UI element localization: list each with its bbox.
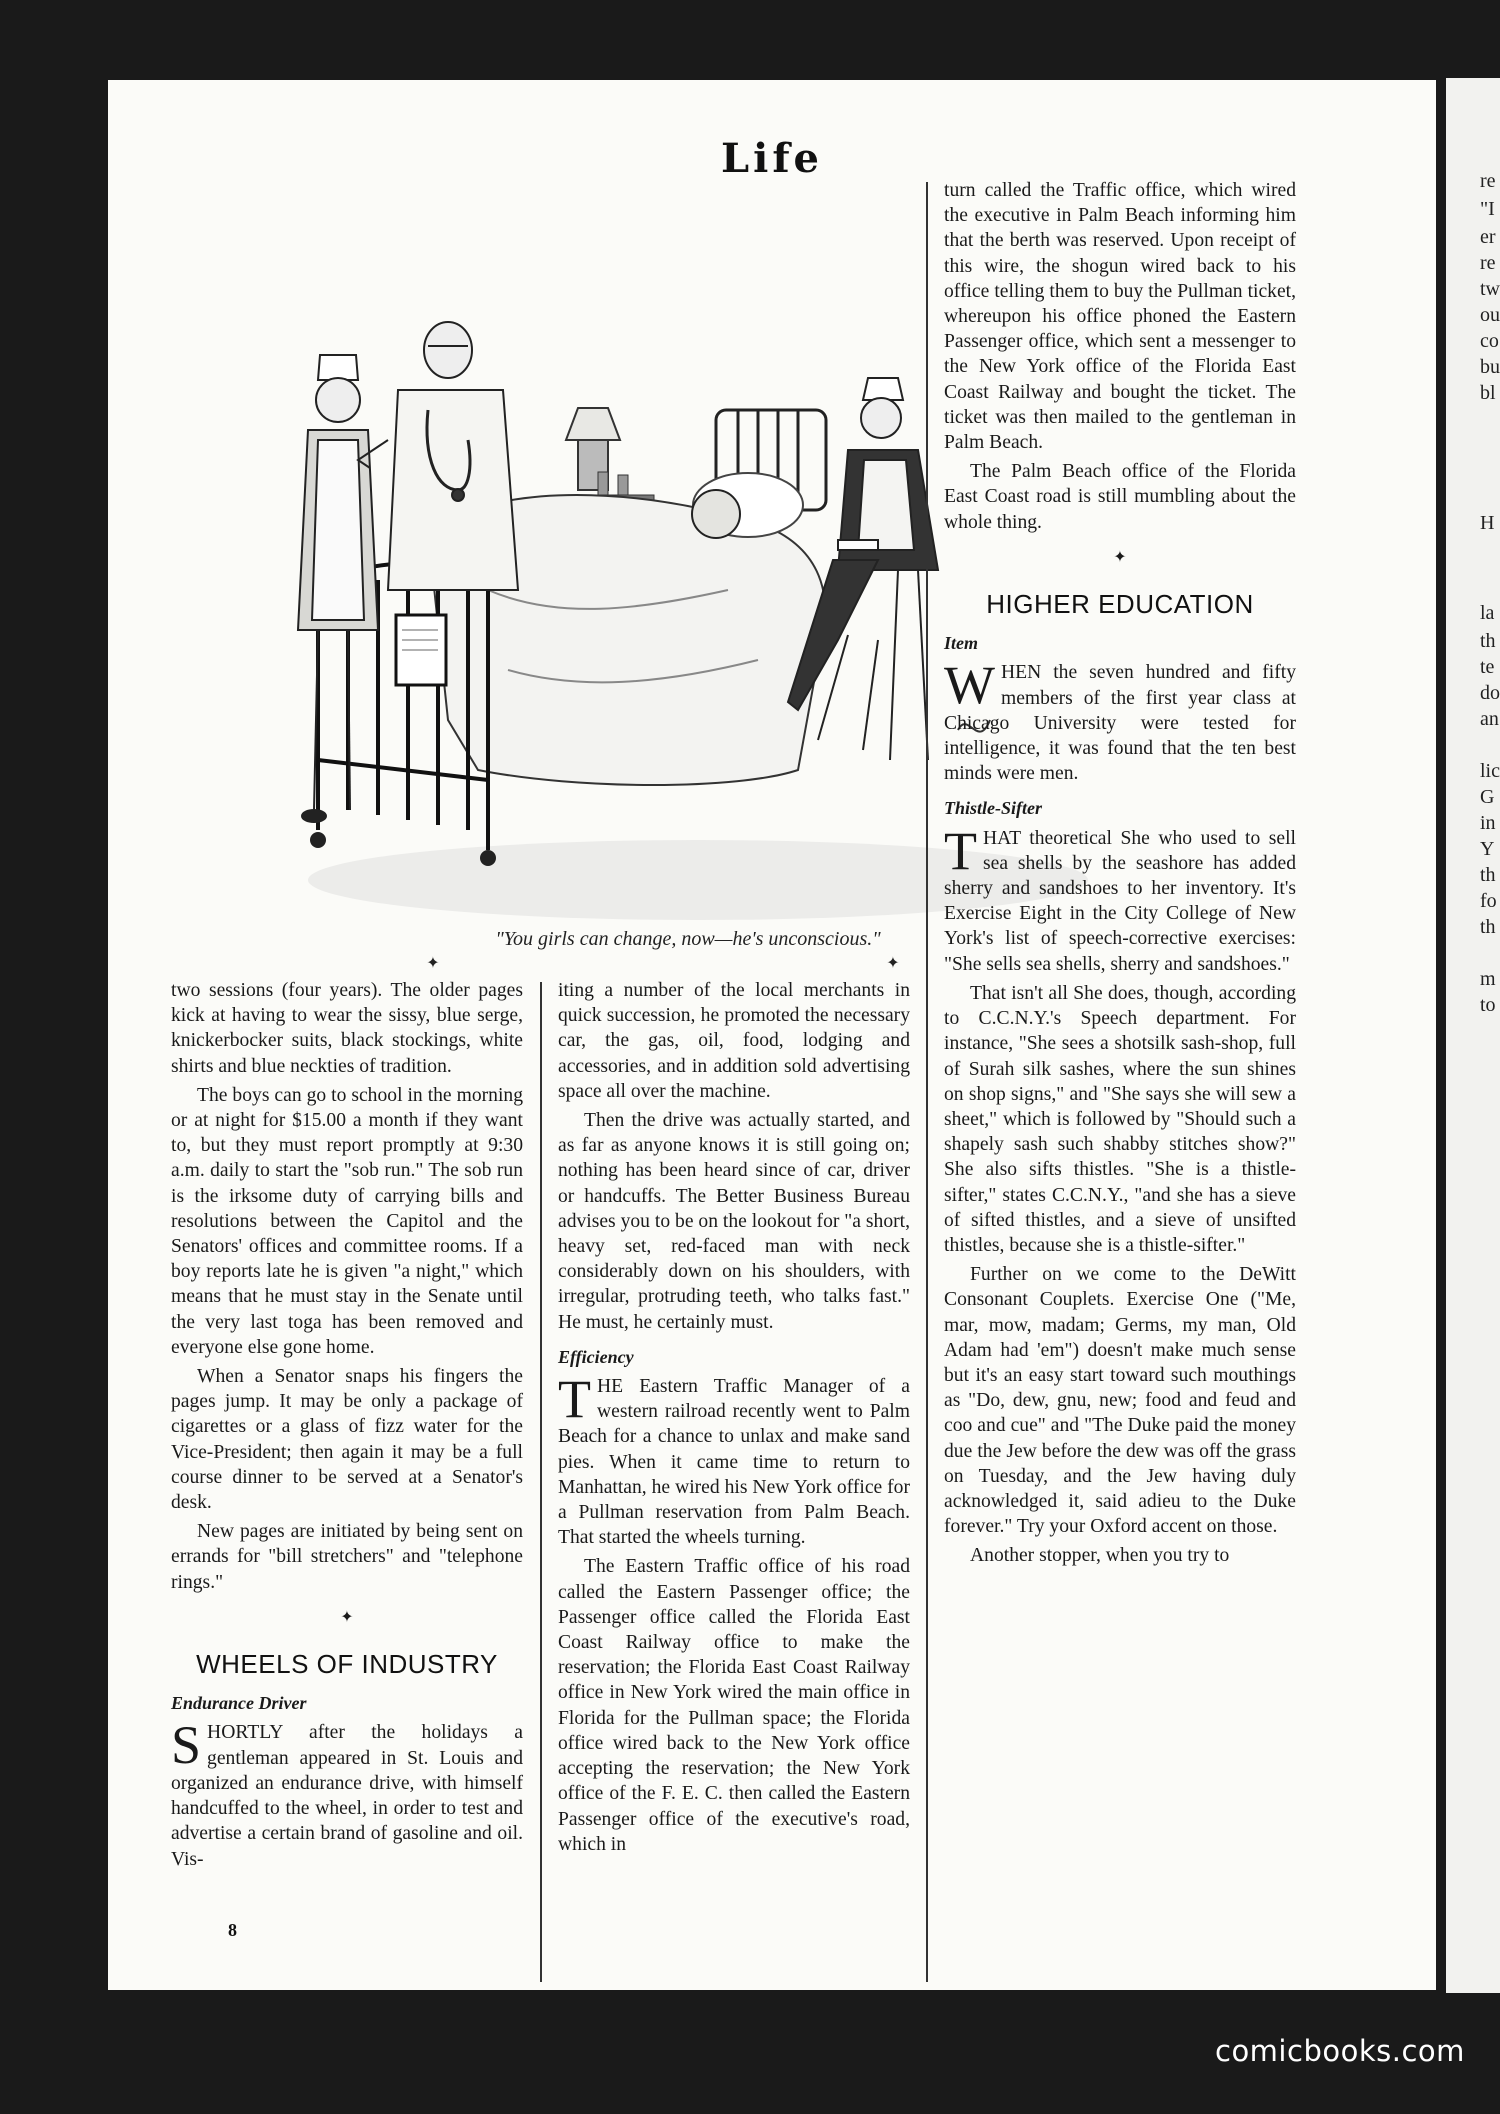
ornament-left: ✦ — [426, 955, 440, 972]
adjacent-page-text-fragment: an — [1480, 708, 1499, 730]
drop-cap: S — [171, 1715, 202, 1776]
drop-cap: T — [558, 1369, 591, 1430]
cartoon-caption: "You girls can change, now—he's unconscious." — [495, 928, 881, 950]
adjacent-page-text-fragment: re — [1480, 252, 1496, 274]
adjacent-page-text-fragment: ou — [1480, 304, 1500, 326]
ornament: ✦ — [1113, 548, 1127, 566]
adjacent-page-text-fragment: te — [1480, 656, 1495, 678]
paragraph: The Palm Beach office of the Florida East Coast road is still mumbling about the whole thing. — [944, 461, 1296, 533]
adjacent-page-edge — [1446, 78, 1500, 1993]
ornament: ✦ — [340, 1608, 354, 1626]
subheading: Endurance Driver — [171, 1693, 307, 1714]
column-rule — [540, 982, 542, 1982]
adjacent-page-text-fragment: bu — [1480, 356, 1500, 378]
paragraph: The Eastern Traffic office of his road called the Eastern Passenger office; the Passenger office called the Florida East Coast Railway office to make the reservation; the Florida East Coast Railway office in New York wired the main office in Florida for the Pullman space; the Florida office wired back to the New York office accepting the reservation; the New York office of the F. E. C. then called the Eastern Passenger office of the executive's road, which in — [558, 1556, 910, 1855]
lead-text: HORTLY after the holidays a gentleman appeared in St. Louis and organized an endurance drive, with himself handcuffed to the wheel, in order to test and advertise a certain brand of gasoline and oil. Vis- — [171, 1722, 523, 1870]
subheading: Thistle-Sifter — [944, 798, 1042, 819]
adjacent-page-text-fragment: tw — [1480, 278, 1500, 300]
adjacent-page-text-fragment: do — [1480, 682, 1500, 704]
adjacent-page-text-fragment: in — [1480, 812, 1496, 834]
paragraph: The boys can go to school in the morning or at night for $15.00 a month if they want to, but they must report promptly at 9:30 a.m. daily to start the "sob run." The sob run is the irksome duty of carrying bills and resolutions between the Capitol and the Senators' offices and committee rooms. If a boy reports late he is given "a night," which means that he must stay in the Senate until the very last toga has been removed and everyone else gone home. — [171, 1084, 523, 1358]
masthead: Life — [721, 135, 823, 182]
adjacent-page-text-fragment: m — [1480, 968, 1496, 990]
subheading: Item — [944, 633, 978, 654]
lead-text: HEN the seven hundred and fifty members of the first year class at Chicago University were tested for intelligence, it was found that the ten best minds were men. — [944, 662, 1296, 785]
column-2 — [558, 978, 910, 1861]
adjacent-page-text-fragment: er — [1480, 226, 1496, 248]
subheading: Efficiency — [558, 1346, 634, 1367]
paragraph: When a Senator snaps his fingers the pages jump. It may be only a package of cigarettes or a glass of fizz water for the Vice-President; then again it may be a full course dinner to be served at a Senator's desk. — [171, 1366, 523, 1514]
drop-cap: W — [944, 655, 995, 716]
page-number: 8 — [228, 1920, 237, 1940]
paragraph: Another stopper, when you try to — [970, 1545, 1230, 1567]
adjacent-page-text-fragment: co — [1480, 330, 1499, 352]
watermark: comicbooks.com — [1215, 2034, 1465, 2068]
ornament-right: ✦ — [886, 955, 900, 972]
column-rule — [926, 182, 928, 1982]
drop-cap: T — [944, 820, 977, 881]
magazine-page — [108, 80, 1436, 1990]
adjacent-page-text-fragment: fo — [1480, 890, 1497, 912]
column-3 — [944, 178, 1296, 1573]
lead-text: HE Eastern Traffic Manager of a western railroad recently went to Palm Beach for a chance to unlax and make sand pies. When it came time to return to Manhattan, he wired his New York office for a Pullman reservation from Palm Beach. That started the wheels turning. — [558, 1376, 910, 1549]
adjacent-page-text-fragment: bl — [1480, 382, 1496, 404]
paragraph: two sessions (four years). The older pages kick at having to wear the sissy, blue serge, knickerbocker suits, black stockings, white shirts and blue neckties of tradition. — [171, 980, 523, 1077]
section-heading: HIGHER EDUCATION — [986, 589, 1254, 620]
adjacent-page-text-fragment: re — [1480, 170, 1496, 192]
adjacent-page-text-fragment: to — [1480, 994, 1496, 1016]
adjacent-page-text-fragment: Y — [1480, 838, 1495, 860]
paragraph: New pages are initiated by being sent on errands for "bill stretchers" and "telephone rings." — [171, 1521, 523, 1593]
paragraph: iting a number of the local merchants in quick succession, he promoted the necessary car, the gas, oil, food, lodging and accessories, and in addition sold advertising space all over the machine. — [558, 980, 910, 1102]
adjacent-page-text-fragment: "I — [1480, 198, 1495, 220]
paragraph: turn called the Traffic office, which wired the executive in Palm Beach informing him that the berth was reserved. Upon receipt of this wire, the shogun wired back to his office telling them to buy the Pullman ticket, whereupon his office phoned the Eastern Passenger office, which sent a messenger to the New York office of the Florida East Coast Railway and bought the ticket. The ticket was then mailed to the gentleman in Palm Beach. — [944, 180, 1296, 454]
adjacent-page-text-fragment: G — [1480, 786, 1495, 808]
adjacent-page-text-fragment: th — [1480, 864, 1496, 886]
adjacent-page-text-fragment: lic — [1480, 760, 1500, 782]
column-1 — [171, 978, 523, 1876]
adjacent-page-text-fragment: th — [1480, 916, 1496, 938]
adjacent-page-text-fragment: H — [1480, 512, 1495, 534]
paragraph: That isn't all She does, though, according to C.C.N.Y.'s Speech department. For instance, "She sees a shotsilk sash-shop, full of Surah silk sashes, where the sun shines on shop signs," and "She says she will sew a sheet," which is followed by "Should such a shapely sash such shabby stitches show?" She also sifts thistles. "She is a thistle-sifter," states C.C.N.Y., "and she has a sieve of sifted thistles, and a sieve of unsifted thistles, because she is a thistle-sifter." — [944, 982, 1296, 1256]
paragraph: Further on we come to the DeWitt Consonant Couplets. Exercise One ("Me, mar, mow, madam; Germs, my man, Old Adam had 'em") doesn't make much sense but it's an easy start toward such mouthings as "Do, dew, gnu, new; food and feud and coo and cue" and "The Duke paid the money due the Jew before the dew was off the grass on Tuesday, and the Jew having duly acknowledged it, said adieu to the Duke forever." Try your Oxford accent on those. — [944, 1264, 1296, 1538]
section-heading: WHEELS OF INDUSTRY — [196, 1649, 498, 1680]
paragraph: Then the drive was actually started, and as far as anyone knows it is still going on; nothing has been heard since of car, driver or handcuffs. The Better Business Bureau advises you to be on the lookout for "a short, heavy set, red-faced man with neck considerably down on his shoulders, with irregular, protruding teeth, who talks fast." He must, he certainly must. — [558, 1110, 910, 1333]
lead-text: HAT theoretical She who used to sell sea shells by the seashore has added sherry and sandshoes to her inventory. It's Exercise Eight in the City College of New York's list of speech-corrective exercises: "She sells sea shells, sherry and sandshoes." — [944, 827, 1296, 975]
adjacent-page-text-fragment: la — [1480, 602, 1495, 624]
adjacent-page-text-fragment: th — [1480, 630, 1496, 652]
